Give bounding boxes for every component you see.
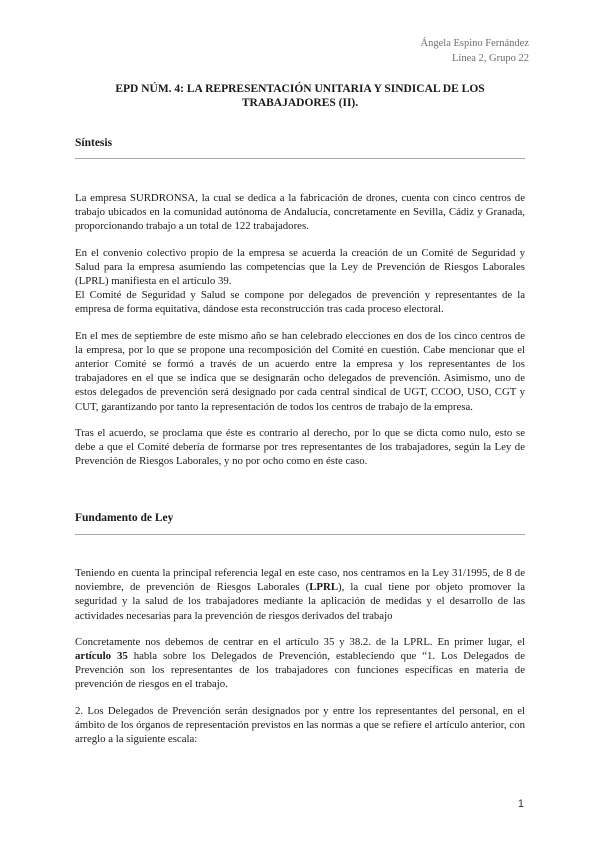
fundamento-divider [75, 534, 525, 535]
sintesis-paragraph-4: Tras el acuerdo, se proclama que éste es contrario al derecho, por lo que se dicta como nulo, esto se debe a que el Comité debería de formarse por tres representantes de los trabajadores, según la Ley de Prevención de Riesgos Laborales, y no por ocho como en éste caso. [75, 426, 525, 468]
author-header [421, 36, 529, 66]
sintesis-paragraph-3: En el mes de septiembre de este mismo año se han celebrado elecciones en dos de los cinco centros de la empresa, por lo que se propone una recomposición del Comité en cuestión. Cabe mencionar que el anterior Comité se formó a través de un acuerdo entre la empresa y los representantes de los trabajadores en el que se indica que se designarán ocho delegados de prevención. Asimismo, uno de estos delegados de prevención será designado por cada central sindical de UGT, CCOO, USO, CGT y CUT, garantizando por tanto la representación de todos los centros de trabajo de la empresa. [75, 329, 525, 413]
fundamento-section [75, 566, 525, 758]
document-title: EPD NÚM. 4: LA REPRESENTACIÓN UNITARIA Y SINDICAL DE LOS TRABAJADORES (II). [115, 83, 485, 109]
sintesis-divider [75, 158, 525, 159]
fundamento-p1-text-a: Teniendo en cuenta la principal referencia legal en este caso, nos centramos en la Ley 31/1995, de 8 de noviembre, de prevención de Riesgos Laborales ( [75, 567, 525, 594]
fundamento-p1-bold: LPRL [309, 581, 339, 594]
fundamento-p2-bold: artículo 35 [75, 650, 128, 663]
fundamento-paragraph-2 [75, 635, 525, 692]
page-number: 1 [517, 798, 524, 810]
fundamento-p2-text-b: habla sobre los Delegados de Prevención, estableciendo que “1. Los Delegados de Prevención son los representantes de los trabajadores con funciones específicas en materia de prevención de riesgos en el trabajo. [75, 650, 525, 691]
fundamento-p1-text-b: ), la cual tiene por objeto promover la seguridad y la salud de los trabajadores mediante la aplicación de medidas y el desarrollo de las actividades necesarias para la prevención de riesgos derivados del trabajo [75, 581, 526, 622]
sintesis-paragraph-2b: El Comité de Seguridad y Salud se compone por delegados de prevención y representantes de la empresa de forma equitativa, dándose esta reconstrucción tras cada proceso electoral. [75, 289, 525, 316]
fundamento-paragraph-3: 2. Los Delegados de Prevención serán designados por y entre los representantes del personal, en el ámbito de los órganos de representación previstos en las normas a que se refiere el artículo anterior, con arreglo a la siguiente escala: [75, 704, 525, 746]
sintesis-heading: Síntesis [75, 137, 113, 149]
sintesis-paragraph-2a: En el convenio colectivo propio de la empresa se acuerda la creación de un Comité de Seguridad y Salud para la empresa asumiendo las competencias que la Ley de Prevención de Riesgos Laborales (LPRL) manifiesta en el artículo 39. [75, 246, 525, 288]
fundamento-p2-text-a: Concretamente nos debemos de centrar en el artículo 35 y 38.2. de la LPRL. En primer lugar, el [75, 635, 525, 648]
sintesis-section [75, 191, 525, 480]
author-group: Línea 2, Grupo 22 [452, 53, 529, 64]
sintesis-paragraph-1: La empresa SURDRONSA, la cual se dedica a la fabricación de drones, cuenta con cinco centros de trabajo ubicados en la comunidad autónoma de Andalucía, concretamente en Sevilla, Cádiz y Granada, proporcionando trabajo a un total de 122 trabajadores. [75, 192, 525, 233]
fundamento-paragraph-1 [75, 566, 525, 623]
fundamento-heading: Fundamento de Ley [75, 512, 174, 524]
author-name: Ángela Espino Fernández [420, 38, 529, 49]
